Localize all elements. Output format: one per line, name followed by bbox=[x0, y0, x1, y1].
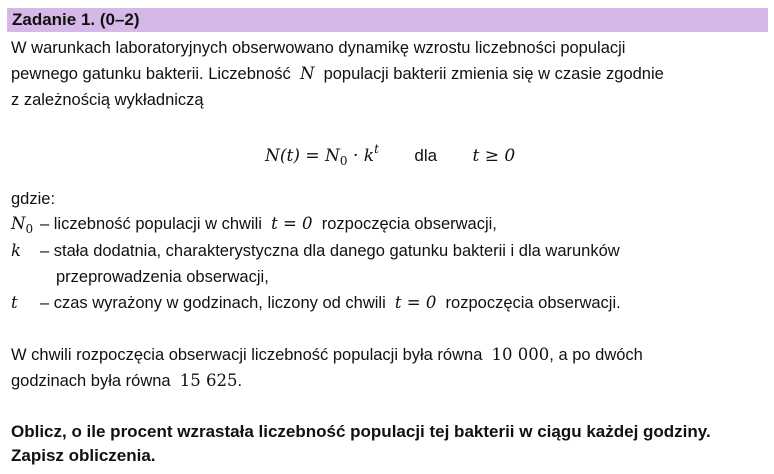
def-symbol: k bbox=[11, 241, 21, 260]
intro-line-1: W warunkach laboratoryjnych obserwowano dynamikę wzrostu liczebności populacji bbox=[11, 39, 626, 57]
intro-line-2 bbox=[11, 64, 664, 84]
intro-text: populacji bakterii zmienia się w czasie zgodnie bbox=[323, 65, 664, 83]
def-text: – liczebność populacji w chwili t = 0 rozpoczęcia obserwacji, bbox=[40, 214, 497, 233]
formula-mid: · k bbox=[347, 146, 375, 166]
task-title: Zadanie 1. (0–2) bbox=[12, 10, 140, 29]
value-initial: 10 000 bbox=[491, 345, 550, 364]
formula bbox=[265, 139, 515, 171]
formula-condition: t ≥ 0 bbox=[472, 146, 516, 166]
intro-text: pewnego gatunku bakterii. Liczebność bbox=[11, 65, 291, 83]
intro-line-3: z zależnością wykładniczą bbox=[11, 91, 204, 109]
formula-n-sub: 0 bbox=[339, 154, 348, 168]
var-n: N bbox=[299, 64, 315, 83]
task-header bbox=[7, 8, 768, 32]
def-text: – czas wyrażony w godzinach, liczony od chwili t = 0 rozpoczęcia obserwacji. bbox=[40, 293, 621, 312]
definition-k-cont: przeprowadzenia obserwacji, bbox=[56, 268, 269, 286]
formula-lhs: N(t) = N bbox=[265, 146, 340, 166]
formula-dla: dla bbox=[414, 146, 438, 165]
value-after-two-hours: 15 625 bbox=[179, 371, 238, 390]
def-symbol: $N_0$ bbox=[11, 214, 34, 236]
given-line-2: godzinach była równa 15 625. bbox=[11, 371, 243, 390]
def-symbol: t bbox=[11, 293, 18, 312]
where-label: gdzie: bbox=[11, 190, 56, 208]
given-line-1: W chwili rozpoczęcia obserwacji liczebność populacji była równa 10 000, a po dwóch bbox=[11, 345, 643, 364]
task-instruction-2: Zapisz obliczenia. bbox=[11, 446, 156, 465]
formula-k-sup: t bbox=[374, 142, 379, 156]
task-instruction: Oblicz, o ile procent wzrastała liczebność populacji tej bakterii w ciągu każdej godziny. bbox=[11, 422, 711, 441]
def-text: – stała dodatnia, charakterystyczna dla danego gatunku bakterii i dla warunków bbox=[40, 242, 620, 260]
